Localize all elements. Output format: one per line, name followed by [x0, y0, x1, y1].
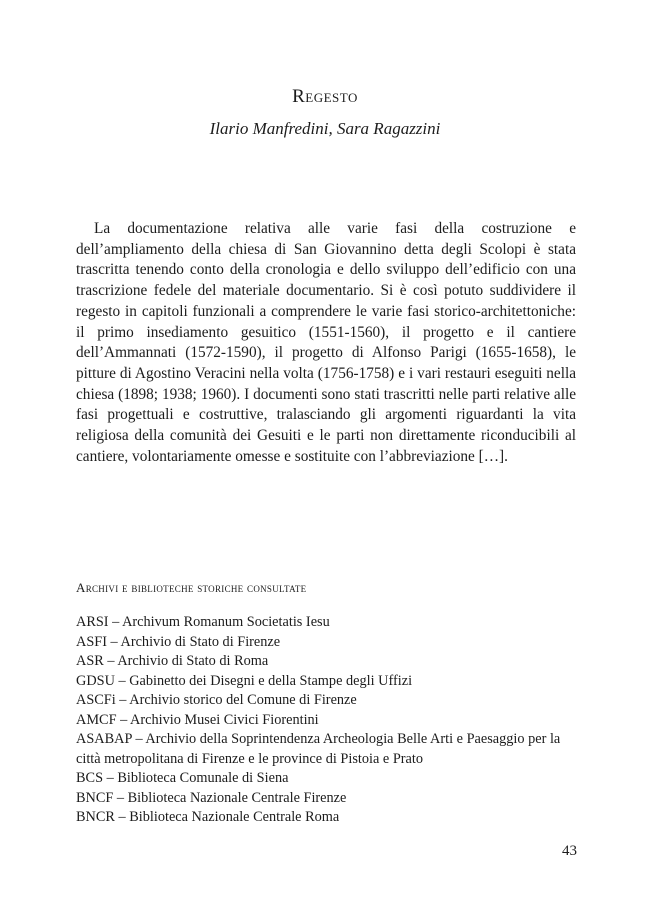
intro-paragraph-text: La documentazione relativa alle varie fasi della costruzione e dell’ampliamento della chiesa di San Giovannino detta degli Scolopi è stata trascritta tenendo conto della cronologia e dello sviluppo dell’edificio con una trascrizione fedele del materiale documentario. Si è così potuto suddividere il regesto in capitoli funzionali a comprendere le varie fasi storico-architettoniche: il primo insediamento gesuitico (1551-1560), il progetto e il cantiere dell’Ammannati (1572-1590), il progetto di Alfonso Parigi (1655-1658), le pitture di Agostino Veracini nella volta (1756-1758) e i vari restauri eseguiti nella chiesa (1898; 1938; 1960). I documenti sono stati trascritti nelle parti relative alle fasi progettuali e costruttive, tralasciando gli argomenti riguardanti la vita religiosa della comunità dei Gesuiti e le parti non direttamente riconducibili al cantiere, volontariamente omesse e sostituite con l’abbreviazione […]. — [76, 220, 576, 465]
archive-item-asfi: ASFI – Archivio di Stato di Firenze — [76, 633, 281, 650]
archive-item-asr: ASR – Archivio di Stato di Roma — [76, 653, 269, 669]
archive-item-bcs: BCS – Biblioteca Comunale di Siena — [76, 770, 289, 786]
archives-heading: Archivi e biblioteche storiche consultate — [76, 580, 307, 595]
archive-item-ascfi: ASCFi – Archivio storico del Comune di Firenze — [76, 692, 357, 708]
page-title: Regesto — [292, 86, 358, 107]
archive-item-asabap: ASABAP – Archivio della Soprintendenza Archeologia Belle Arti e Paesaggio per la città metropolitana di Firenze e le province di Pistoia e Prato — [76, 731, 561, 767]
archive-item-bncr: BNCR – Biblioteca Nazionale Centrale Roma — [76, 809, 340, 825]
archive-item-amcf: AMCF – Archivio Musei Civici Fiorentini — [76, 711, 319, 728]
authors-line: Ilario Manfredini, Sara Ragazzini — [209, 119, 441, 138]
intro-paragraph — [76, 219, 576, 467]
archive-list — [76, 613, 586, 828]
archive-item-gdsu: GDSU – Gabinetto dei Disegni e della Stampe degli Uffizi — [76, 672, 413, 689]
page-number: 43 — [562, 843, 577, 859]
archive-item-arsi: ARSI – Archivum Romanum Societatis Iesu — [76, 614, 330, 630]
archive-item-bncf: BNCF – Biblioteca Nazionale Centrale Firenze — [76, 789, 347, 806]
